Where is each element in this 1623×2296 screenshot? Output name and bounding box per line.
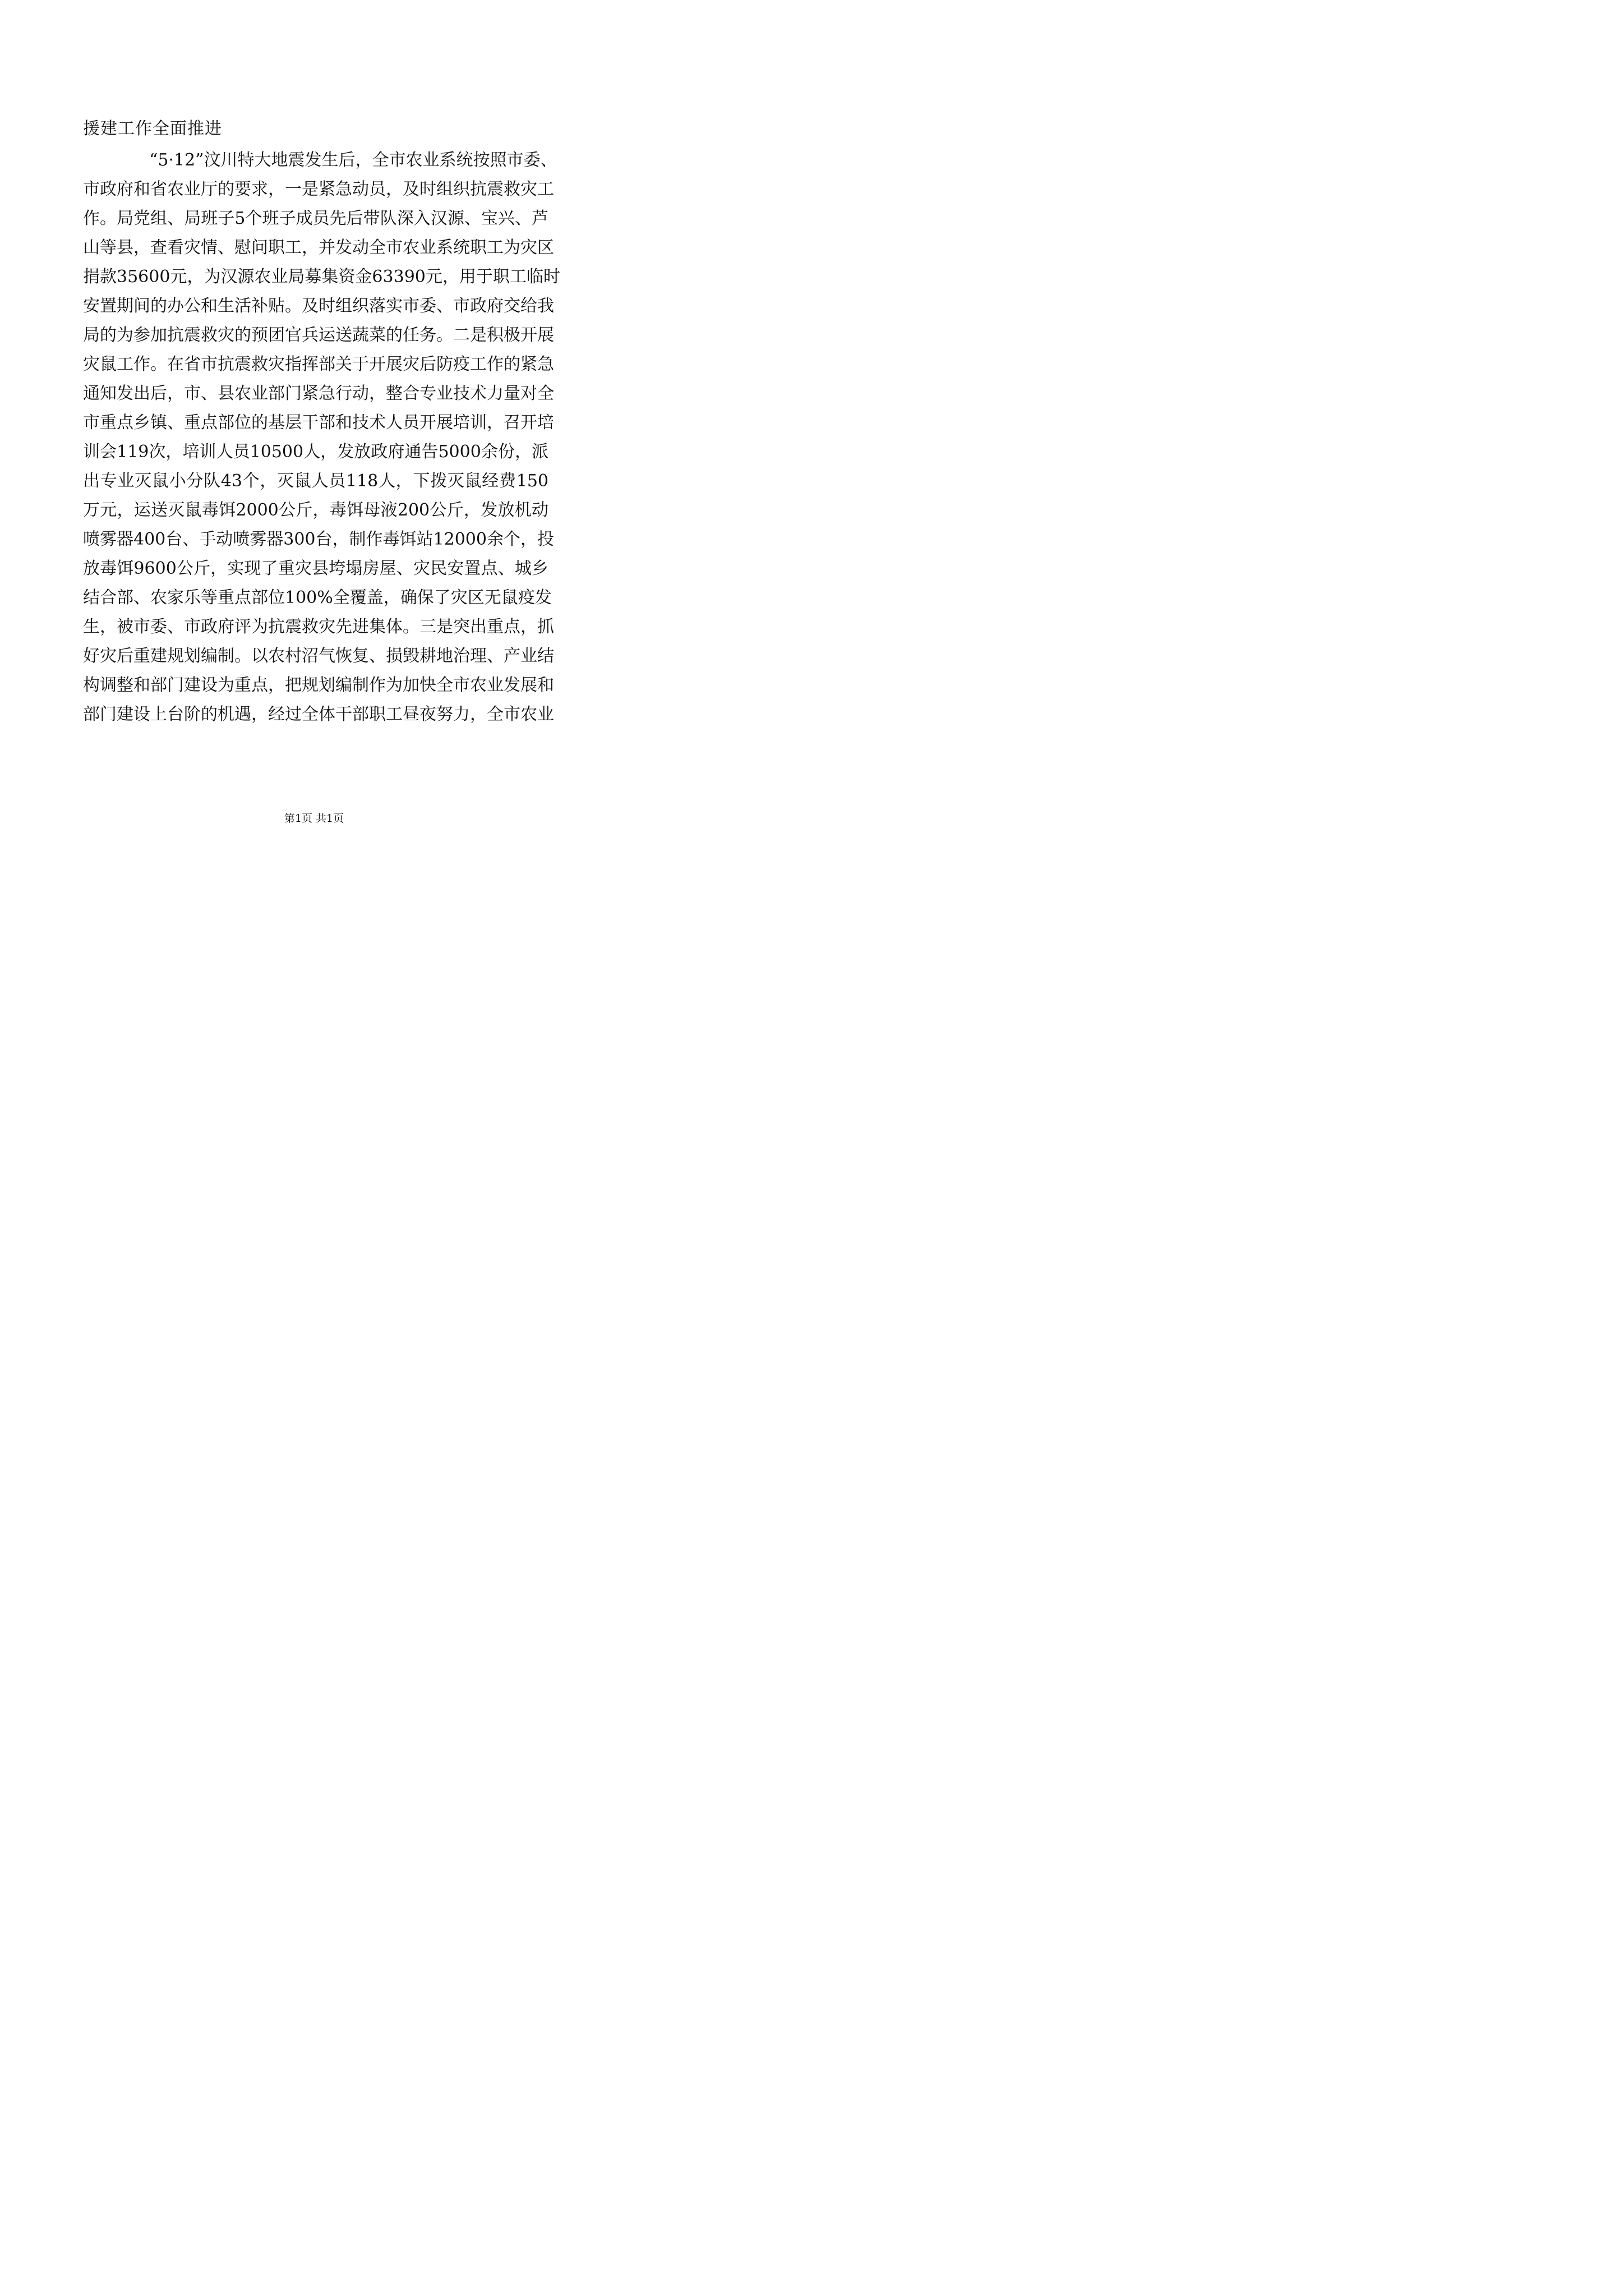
section-heading: 援建工作全面推进: [83, 119, 222, 139]
paragraph-line: 灾鼠工作。在省市抗震救灾指挥部关于开展灾后防疫工作的紧急: [83, 355, 554, 374]
body-paragraph: [83, 146, 560, 729]
paragraph-line: 放毒饵9600公斤，实现了重灾县垮塌房屋、灾民安置点、城乡: [83, 559, 548, 578]
paragraph-line: “5·12”汶川特大地震发生后，全市农业系统按照市委、: [149, 150, 557, 170]
paragraph-line: 训会119次，培训人员10500人，发放政府通告5000余份，派: [83, 442, 548, 462]
paragraph-line: 市重点乡镇、重点部位的基层干部和技术人员开展培训，召开培: [83, 413, 554, 432]
paragraph-line: 通知发出后，市、县农业部门紧急行动，整合专业技术力量对全: [83, 384, 554, 403]
paragraph-line: 部门建设上台阶的机遇，经过全体干部职工昼夜努力，全市农业: [83, 705, 554, 724]
paragraph-line: 山等县，查看灾情、慰问职工，并发动全市农业系统职工为灾区: [83, 238, 554, 257]
paragraph-line: 安置期间的办公和生活补贴。及时组织落实市委、市政府交给我: [83, 296, 554, 316]
paragraph-line: 万元，运送灭鼠毒饵2000公斤，毒饵母液200公斤，发放机动: [83, 500, 548, 520]
paragraph-line: 局的为参加抗震救灾的预团官兵运送蔬菜的任务。二是积极开展: [83, 325, 554, 345]
paragraph-line: 作。局党组、局班子5个班子成员先后带队深入汉源、宝兴、芦: [83, 209, 548, 228]
document-page: [0, 0, 628, 889]
paragraph-line: 市政府和省农业厅的要求，一是紧急动员，及时组织抗震救灾工: [83, 180, 554, 199]
paragraph-line: 好灾后重建规划编制。以农村沼气恢复、损毁耕地治理、产业结: [83, 646, 554, 666]
page-number-footer: 第1页 共1页: [284, 812, 344, 825]
paragraph-line: 出专业灭鼠小分队43个，灭鼠人员118人，下拨灭鼠经费150: [83, 471, 548, 491]
paragraph-line: 捐款35600元，为汉源农业局募集资金63390元，用于职工临时: [83, 267, 560, 287]
paragraph-line: 构调整和部门建设为重点，把规划编制作为加快全市农业发展和: [83, 675, 554, 695]
paragraph-line: 喷雾器400台、手动喷雾器300台，制作毒饵站12000余个，投: [83, 530, 554, 549]
paragraph-line: 生，被市委、市政府评为抗震救灾先进集体。三是突出重点，抓: [83, 617, 554, 637]
paragraph-line: 结合部、农家乐等重点部位100%全覆盖，确保了灾区无鼠疫发: [83, 588, 552, 608]
